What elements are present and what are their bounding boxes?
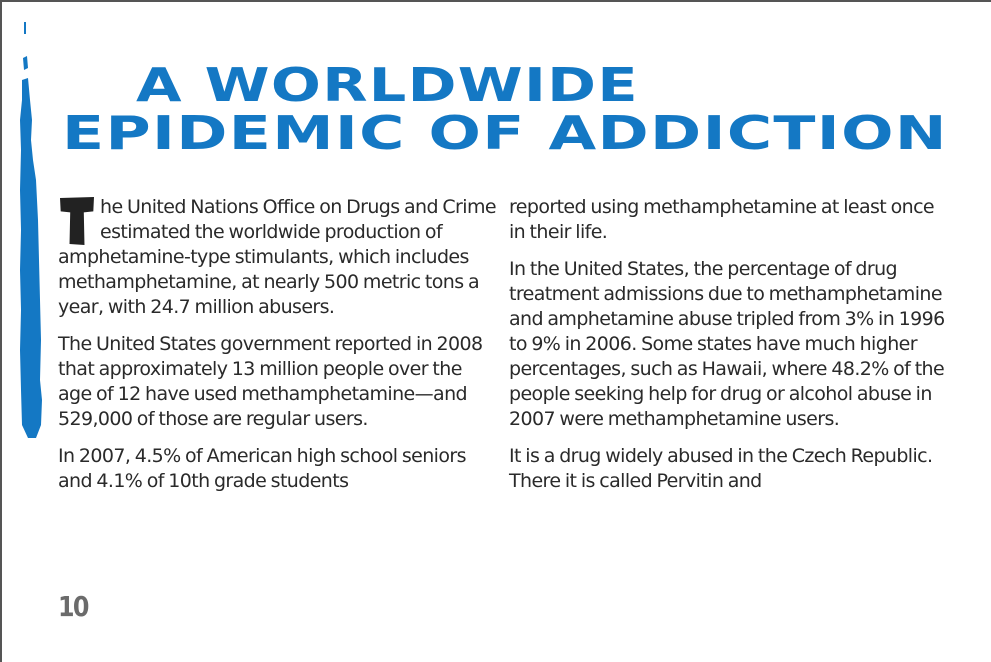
blue-brush-stroke-decoration	[18, 20, 48, 440]
paragraph-4: reported using methamphetamine at least once in their life.	[509, 196, 934, 243]
title-line-2: EPIDEMIC OF ADDICTION	[62, 106, 948, 160]
paragraph-3: In 2007, 4.5% of American high school seniors and 4.1% of 10th grade students	[58, 445, 466, 492]
paragraph-2: The United States government reported in 2008 that approximately 13 million people over the age of 12 have used methamphetamine—and 529,000 of those are regular users.	[58, 333, 483, 430]
page-border-left	[0, 0, 2, 662]
paragraph-6: It is a drug widely abused in the Czech Republic. There it is called Pervitin and	[509, 445, 933, 492]
title-line-1: A WORLDWIDE	[136, 58, 639, 112]
page-border-top	[0, 0, 991, 2]
left-text-column	[58, 195, 498, 506]
paragraph-5: In the United States, the percentage of drug treatment admissions due to methamphetamine and amphetamine abuse tripled from 3% in 1996 to 9% in 2006. Some states have much higher percentages, such as Hawaii, where 48.2% of the people seeking help for drug or alcohol abuse in 2007 were methamphetamine users.	[509, 258, 945, 430]
dropcap-t-icon	[60, 197, 94, 245]
paragraph-1	[58, 195, 498, 320]
paragraph-1-text: he United Nations Office on Drugs and Crime estimated the worldwide production of amphetamine-type stimulants, which includes methamphetamine, at nearly 500 metric tons a year, with 24.7 million abusers.	[58, 196, 496, 318]
page-number: 10	[58, 590, 88, 623]
right-text-column	[509, 195, 949, 506]
